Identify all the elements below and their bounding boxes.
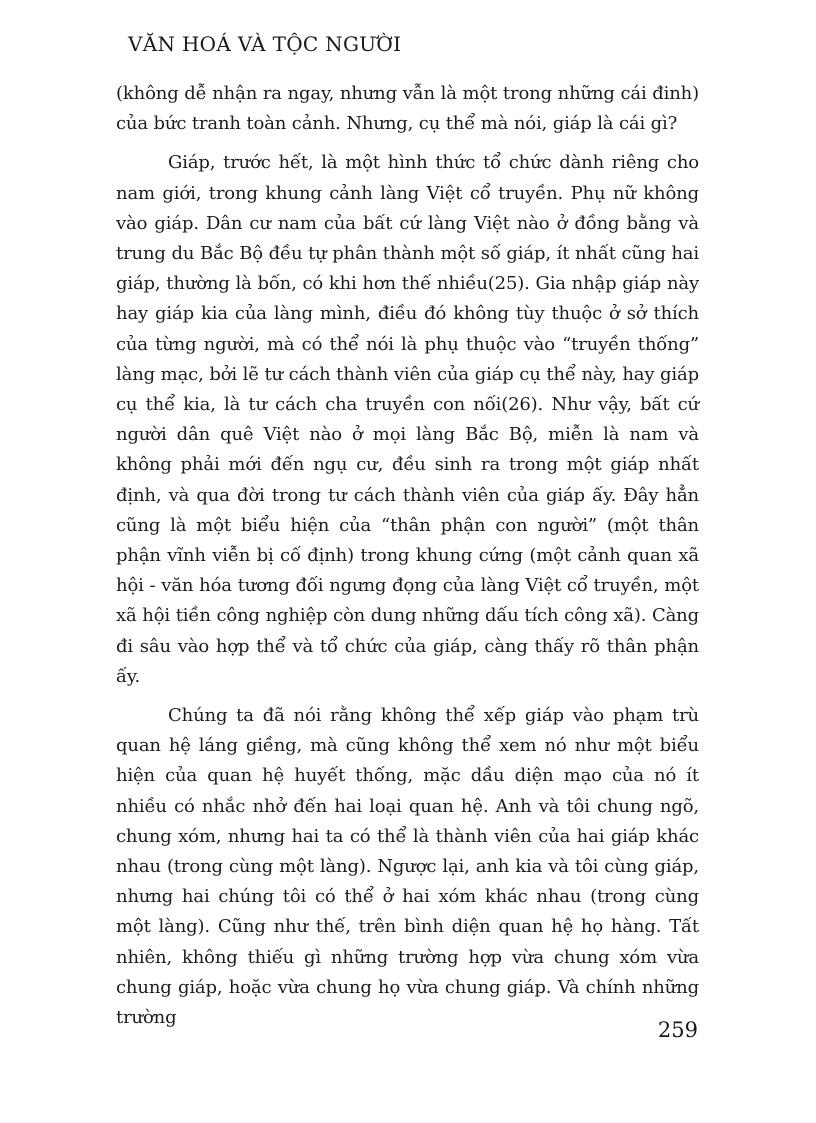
paragraph-continuation: (không dễ nhận ra ngay, nhưng vẫn là một trong những cái đinh) của bức tranh toàn cảnh. Nhưng, cụ thể mà nói, giáp là cái gì? [116, 83, 699, 135]
running-header: VĂN HOÁ VÀ TỘC NGƯỜI [128, 32, 402, 56]
page-number: 259 [657, 1018, 698, 1042]
paragraph-giap-relations: Chúng ta đã nói rằng không thể xếp giáp vào phạm trù quan hệ láng giềng, mà cũng không thể xem nó như một biểu hiện của quan hệ huyết thống, mặc dầu diện mạo của nó ít nhiều có nhắc nhở đến hai loại quan hệ. Anh và tôi chung ngõ, chung xóm, nhưng hai ta có thể là thành viên của hai giáp khác nhau (trong cùng một làng). Ngược lại, anh kia và tôi cùng giáp, nhưng hai chúng tôi có thể ở hai xóm khác nhau (trong cùng một làng). Cũng như thế, trên bình diện quan hệ họ hàng. Tất nhiên, không thiếu gì những trường hợp vừa chung xóm vừa chung giáp, hoặc vừa chung họ vừa chung giáp. Và chính những trường [116, 705, 699, 1029]
paragraph-giap-definition: Giáp, trước hết, là một hình thức tổ chức dành riêng cho nam giới, trong khung cảnh làng Việt cổ truyền. Phụ nữ không vào giáp. Dân cư nam của bất cứ làng Việt nào ở đồng bằng và trung du Bắc Bộ đều tự phân thành một số giáp, ít nhất cũng hai giáp, thường là bốn, có khi hơn thế nhiều(25). Gia nhập giáp này hay giáp kia của làng mình, điều đó không tùy thuộc ở sở thích của từng người, mà có thể nói là phụ thuộc vào “truyền thống” làng mạc, bởi lẽ tư cách thành viên của giáp cụ thể này, hay giáp cụ thể kia, là tư cách cha truyền con nối(26). Như vậy, bất cứ người dân quê Việt nào ở mọi làng Bắc Bộ, miễn là nam và không phải mới đến ngụ cư, đều sinh ra trong một giáp nhất định, và qua đời trong tư cách thành viên của giáp ấy. Đây hẳn cũng là một biểu hiện của “thân phận con người” (một thân phận vĩnh viễn bị cố định) trong khung cứng (một cảnh quan xã hội - văn hóa tương đối ngưng đọng của làng Việt cổ truyền, một xã hội tiền công nghiệp còn dung những dấu tích công xã). Càng đi sâu vào hợp thể và tổ chức của giáp, càng thấy rõ thân phận ấy. [116, 152, 699, 687]
body-text [116, 79, 699, 1033]
